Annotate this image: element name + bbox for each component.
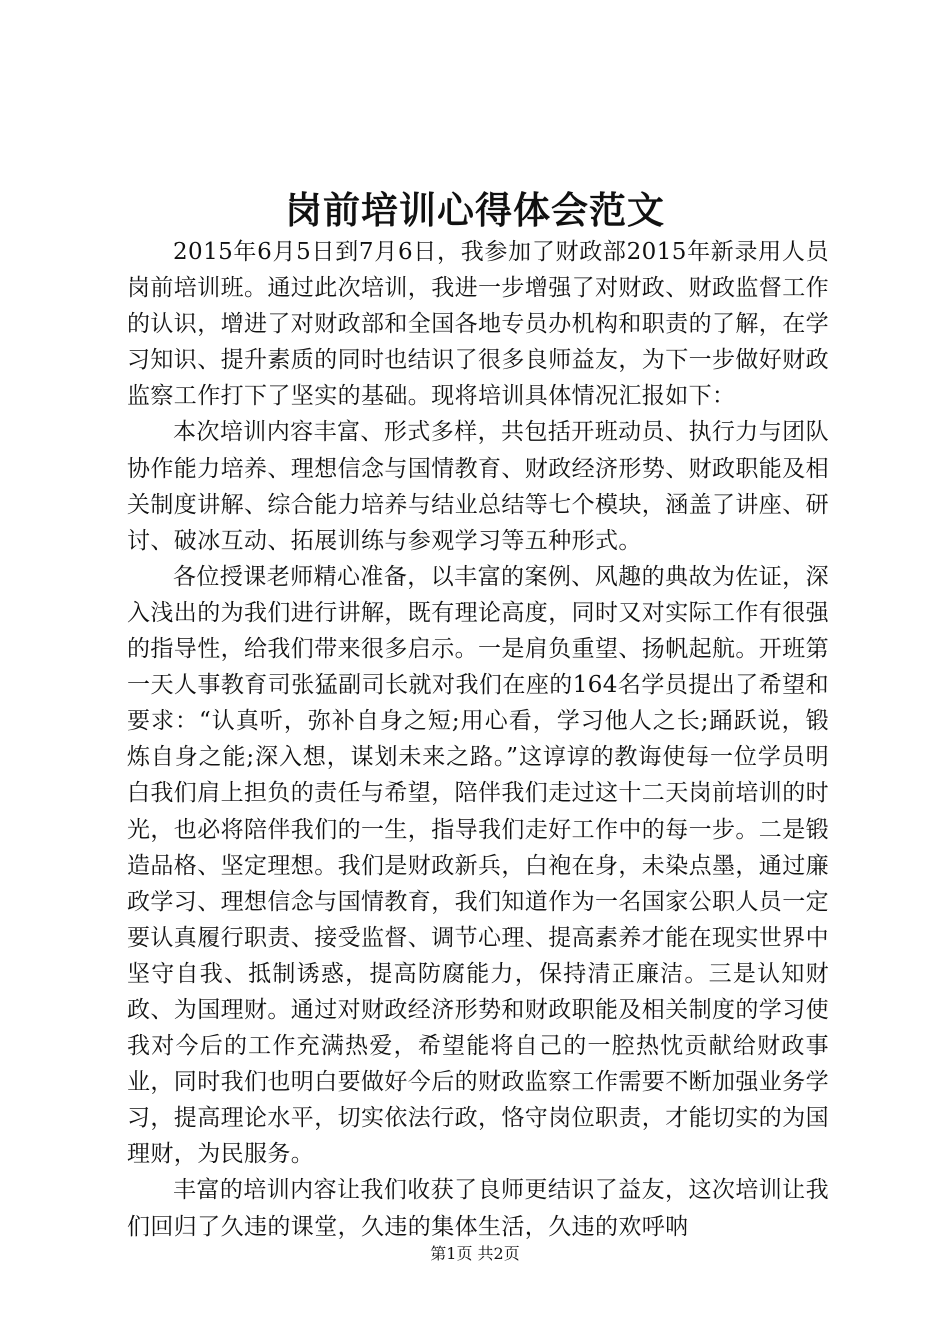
document-title: 岗前培训心得体会范文 bbox=[285, 188, 665, 232]
document-body bbox=[127, 234, 829, 1245]
page-number-footer: 第1页 共2页 bbox=[430, 1244, 520, 1263]
paragraph-2: 本次培训内容丰富、形式多样，共包括开班动员、执行力与团队协作能力培养、理想信念与国情教育、财政经济形势、财政职能及相关制度讲解、综合能力培养与结业总结等七个模块，涵盖了讲座、研讨、破冰互动、拓展训练与参观学习等五种形式。 bbox=[127, 419, 829, 554]
paragraph-4: 丰富的培训内容让我们收获了良师更结识了益友，这次培训让我们回归了久违的课堂，久违的集体生活，久违的欢呼呐 bbox=[127, 1177, 829, 1240]
paragraph-1: 2015年6月5日到7月6日，我参加了财政部2015年新录用人员岗前培训班。通过此次培训，我进一步增强了对财政、财政监督工作的认识，增进了对财政部和全国各地专员办机构和职责的了解，在学习知识、提升素质的同时也结识了很多良师益友，为下一步做好财政监察工作打下了坚实的基础。现将培训具体情况汇报如下： bbox=[127, 239, 829, 410]
paragraph-3: 各位授课老师精心准备，以丰富的案例、风趣的典故为佐证，深入浅出的为我们进行讲解，既有理论高度，同时又对实际工作有很强的指导性，给我们带来很多启示。一是肩负重望、扬帆起航。开班第一天人事教育司张猛副司长就对我们在座的164名学员提出了希望和要求：“认真听，弥补自身之短;用心看，学习他人之长;踊跃说，锻炼自身之能;深入想，谋划未来之路。”这谆谆的教诲使每一位学员明白我们肩上担负的责任与希望，陪伴我们走过这十二天岗前培训的时光，也必将陪伴我们的一生，指导我们走好工作中的每一步。二是锻造品格、坚定理想。我们是财政新兵，白袍在身，未染点墨，通过廉政学习、理想信念与国情教育，我们知道作为一名国家公职人员一定要认真履行职责、接受监督、调节心理、提高素养才能在现实世界中坚守自我、抵制诱惑，提高防腐能力，保持清正廉洁。三是认知财政、为国理财。通过对财政经济形势和财政职能及相关制度的学习使我对今后的工作充满热爱，希望能将自己的一腔热忱贡献给财政事业，同时我们也明白要做好今后的财政监察工作需要不断加强业务学习，提高理论水平，切实依法行政，恪守岗位职责，才能切实的为国理财，为民服务。 bbox=[127, 563, 829, 1168]
